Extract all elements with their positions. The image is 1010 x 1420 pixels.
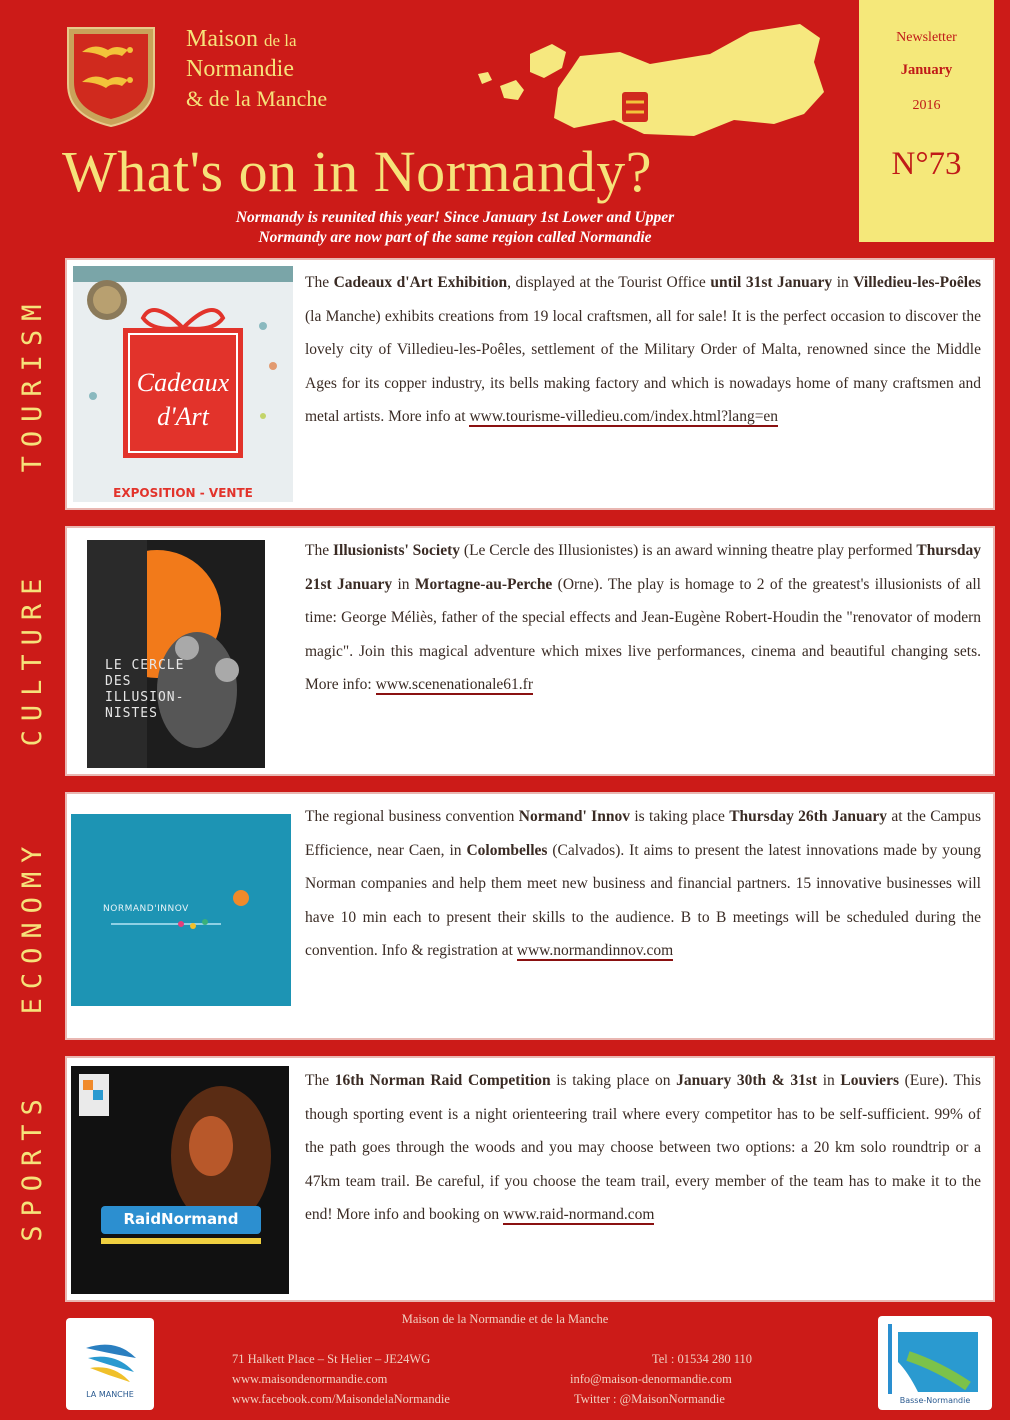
footer-facebook[interactable]: www.facebook.com/MaisondelaNormandie <box>232 1392 450 1406</box>
article-link[interactable]: www.scenenationale61.fr <box>375 676 533 693</box>
article-sports <box>65 1056 995 1302</box>
footer <box>0 1300 1010 1420</box>
brand-line-1: Maison de la <box>186 26 297 52</box>
article-link[interactable]: www.normandinnov.com <box>516 942 674 959</box>
category-label-culture: CULTURE <box>17 569 48 747</box>
newsletter-number: N°73 <box>891 146 962 182</box>
poster-caption: EXPOSITION - VENTE <box>113 486 253 500</box>
banner-text: NORMAND'INNOV <box>103 904 189 914</box>
la-manche-logo: LA MANCHE <box>66 1318 154 1410</box>
newsletter-label: Newsletter <box>896 30 957 45</box>
article-link[interactable]: www.tourisme-villedieu.com/index.html?lang=en <box>469 408 779 425</box>
footer-address: 71 Halkett Place – St Helier – JE24WG <box>232 1352 431 1366</box>
article-link[interactable]: www.raid-normand.com <box>503 1206 655 1223</box>
page-subtitle: Normandy is reunited this year! Since January 1st Lower and Upper Normandy are now part of the same region called Normandie <box>235 209 675 246</box>
article-text: The Cadeaux d'Art Exhibition, displayed at the Tourist Office until 31st January in Villedieu-les-Poêles (la Manche) exhibits creations from 19 local craftsmen, all for sale! It is the perfect occasion to discover the lovely city of Villedieu-les-Poêles, settlement of the Military Order of Malta, renowned since the Middle Ages for its copper industry, its bells making factory and which is nowadays home of many craftsmen and metal artists. More info at www.tourisme-villedieu.com/index.html?lang=en <box>305 274 981 425</box>
category-label-tourism: TOURISM <box>17 295 48 473</box>
poster-title-1: Cadeaux <box>136 368 230 397</box>
poster-title: LE CERCLE DES ILLUSION- NISTES <box>105 658 185 721</box>
newsletter-issue-box <box>859 0 994 242</box>
footer-phone: Tel : 01534 280 110 <box>652 1352 753 1366</box>
category-label-economy: ECONOMY <box>17 837 48 1015</box>
cadeaux-dart-poster <box>73 266 293 502</box>
footer-email[interactable]: info@maison-denormandie.com <box>570 1372 732 1386</box>
poster-title-2: d'Art <box>157 402 209 431</box>
brand-line-3: & de la Manche <box>186 86 328 111</box>
category-label-sports: SPORTS <box>17 1090 48 1242</box>
basse-normandie-logo: Basse-Normandie <box>878 1316 992 1410</box>
poster-title: RaidNormand <box>123 1210 239 1228</box>
footer-twitter[interactable]: Twitter : @MaisonNormandie <box>574 1392 725 1406</box>
brand-line-2: Normandie <box>186 56 294 82</box>
footer-website[interactable]: www.maisondenormandie.com <box>232 1372 388 1386</box>
article-tourism <box>65 258 995 510</box>
article-culture <box>65 526 995 776</box>
normand-innov-banner <box>71 814 291 1006</box>
innovation-logo-icon <box>71 814 291 1006</box>
theatre-image-icon <box>87 540 265 768</box>
article-text: The Illusionists' Society (Le Cercle des Illusionistes) is an award winning theatre play performed Thursday 21st January in Mortagne-au-Perche (Orne). The play is homage to 2 of the greatest's illusionists of all time: George Méliès, father of the special effects and Jean-Eugène Robert-Houdin the "renovator of modern magic". Join this magical adventure which mixes live performances, cinema and beautiful changing sets. More info: www.scenenationale61.fr <box>305 542 981 693</box>
footer-org: Maison de la Normandie et de la Manche <box>401 1312 609 1326</box>
article-text: The regional business convention Normand' Innov is taking place Thursday 26th January at the Campus Efficience, near Caen, in Colombelles (Calvados). It aims to present the latest innovations made by young Norman companies and help them meet new business and financial partners. 15 innovative businesses will have 10 min each to present their skills to the audience. B to B meetings will be scheduled during the convention. Info & registration at www.normandinnov.com <box>305 808 982 959</box>
article-economy <box>65 792 995 1040</box>
newsletter-year: 2016 <box>912 98 941 113</box>
normandy-crest-logo <box>64 24 158 128</box>
article-text: The 16th Norman Raid Competition is taking place on January 30th & 31st in Louviers (Eure). This though sporting event is a night orienteering trail where every competitor has to be self-sufficient. 99% of the path goes through the woods and you may choose between two options: a 20 km solo roundtrip or a 47km team trail. Be careful, if you choose the team trail, every member of the team has to make it to the end! More info and booking on www.raid-normand.com <box>305 1072 982 1223</box>
runner-image-icon <box>71 1066 289 1294</box>
illusionists-poster <box>87 540 265 768</box>
page-title: What's on in Normandy? <box>62 139 653 204</box>
newsletter-month: January <box>900 62 953 78</box>
raid-normand-poster <box>71 1066 289 1294</box>
